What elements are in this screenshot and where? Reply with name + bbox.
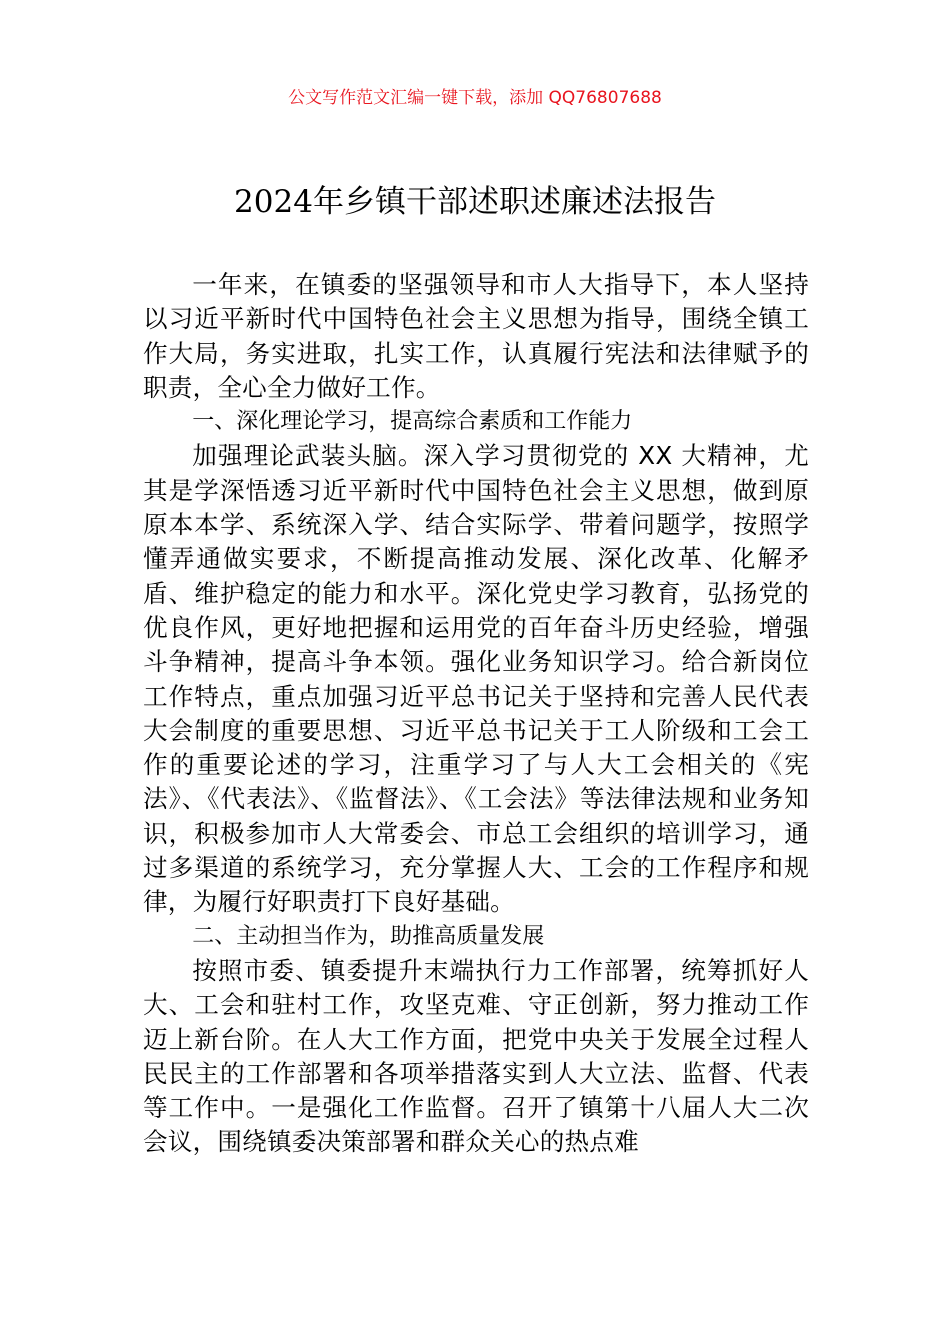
intro-paragraph: 一年来，在镇委的坚强领导和市人大指导下，本人坚持以习近平新时代中国特色社会主义思想为指导，围绕全镇工作大局，务实进取，扎实工作，认真履行宪法和法律赋予的职责，全心全力做好工作。: [143, 270, 809, 402]
section-heading-1: 一、深化理论学习，提高综合素质和工作能力: [192, 409, 633, 435]
document-body: [143, 268, 809, 1160]
download-promo-note: 公文写作范文汇编一键下载，添加 QQ76807688: [288, 88, 662, 108]
section-2-paragraph: 按照市委、镇委提升末端执行力工作部署，统筹抓好人大、工会和驻村工作，攻坚克难、守正创新，努力推动工作迈上新台阶。在人大工作方面，把党中央关于发展全过程人民民主的工作部署和各项举措落实到人大立法、监督、代表等工作中。一是强化工作监督。召开了镇第十八届人大二次会议，围绕镇委决策部署和群众关心的热点难: [143, 955, 809, 1157]
section-1-paragraph: 加强理论武装头脑。深入学习贯彻党的 XX 大精神，尤其是学深悟透习近平新时代中国特色社会主义思想，做到原原本本学、系统深入学、结合实际学、带着问题学，按照学懂弄通做实要求，不断提高推动发展、深化改革、化解矛盾、维护稳定的能力和水平。深化党史学习教育，弘扬党的优良作风，更好地把握和运用党的百年奋斗历史经验，增强斗争精神，提高斗争本领。强化业务知识学习。给合新岗位工作特点，重点加强习近平总书记关于坚持和完善人民代表大会制度的重要思想、习近平总书记关于工人阶级和工会工作的重要论述的学习，注重学习了与人大工会相关的《宪法》、《代表法》、《监督法》、《工会法》等法律法规和业务知识，积极参加市人大常委会、市总工会组织的培训学习，通过多渠道的系统学习，充分掌握人大、工会的工作程序和规律，为履行好职责打下良好基础。: [143, 441, 809, 917]
section-heading-2: 二、主动担当作为，助推高质量发展: [192, 923, 545, 949]
document-title: 2024年乡镇干部述职述廉述法报告: [234, 184, 716, 220]
